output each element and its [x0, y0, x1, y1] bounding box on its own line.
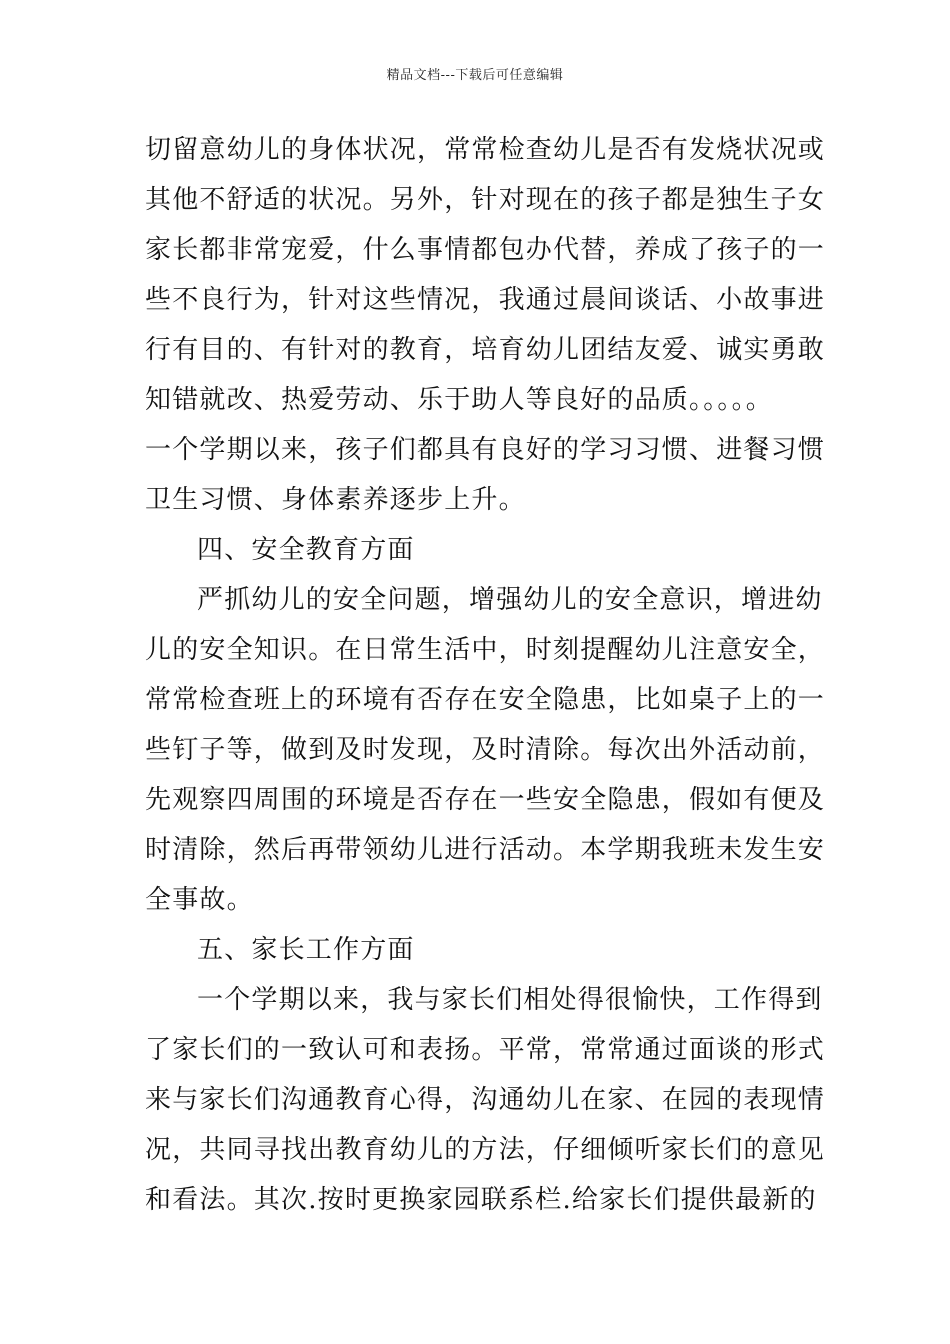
paragraph-first-line: 严抓幼儿的安全问题，增强幼儿的安全意识，增进幼: [197, 585, 823, 615]
body-line: 切留意幼儿的身体状况，常常检查幼儿是否有发烧状况或: [145, 135, 826, 165]
body-line: 全事故。: [145, 885, 254, 915]
paragraph-first-line: 一个学期以来，我与家长们相处得很愉快，工作得到: [197, 985, 823, 1015]
body-line: 卫生习惯、身体素养逐步上升。: [145, 485, 526, 515]
body-line: 常常检查班上的环境有否存在安全隐患，比如桌子上的一: [145, 685, 826, 715]
body-line: 况，共同寻找出教育幼儿的方法，仔细倾听家长们的意见: [145, 1135, 826, 1165]
body-line: 家长都非常宠爱，什么事情都包办代替，养成了孩子的一: [145, 235, 826, 265]
body-line: 儿的安全知识。在日常生活中，时刻提醒幼儿注意安全，: [145, 635, 826, 665]
body-line: 些不良行为，针对这些情况，我通过晨间谈话、小故事进: [145, 285, 826, 315]
body-line: 时清除，然后再带领幼儿进行活动。本学期我班未发生安: [145, 835, 826, 865]
body-line: 一个学期以来，孩子们都具有良好的学习习惯、进餐习惯: [145, 435, 826, 465]
body-line: 知错就改、热爱劳动、乐于助人等良好的品质。。。。。: [145, 385, 774, 415]
section-heading: 五、家长工作方面: [197, 935, 415, 965]
body-line: 和看法。其次.按时更换家园联系栏.给家长们提供最新的: [145, 1185, 817, 1215]
page-header: 精品文档---下载后可任意编辑: [386, 68, 564, 83]
body-line: 来与家长们沟通教育心得，沟通幼儿在家、在园的表现情: [145, 1085, 826, 1115]
body-line: 其他不舒适的状况。另外，针对现在的孩子都是独生子女: [145, 185, 826, 215]
section-heading: 四、安全教育方面: [197, 535, 415, 565]
body-line: 先观察四周围的环境是否存在一些安全隐患，假如有便及: [145, 785, 826, 815]
body-line: 行有目的、有针对的教育，培育幼儿团结友爱、诚实勇敢: [145, 335, 826, 365]
body-line: 了家长们的一致认可和表扬。平常，常常通过面谈的形式: [145, 1035, 826, 1065]
body-line: 些钉子等，做到及时发现，及时清除。每次出外活动前，: [145, 735, 826, 765]
